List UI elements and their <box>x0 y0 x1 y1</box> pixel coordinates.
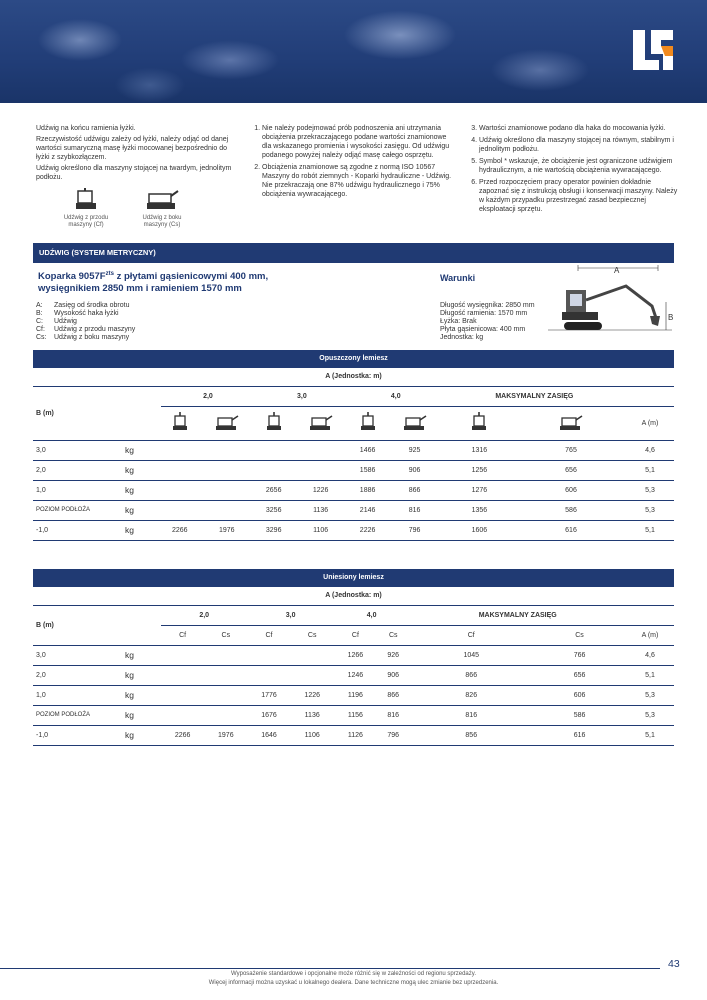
table-cell: 796 <box>386 520 442 540</box>
table-row <box>33 480 674 500</box>
table-cell: 1126 <box>334 725 377 745</box>
table-cell: 5,1 <box>626 460 674 480</box>
table-cell: 1256 <box>443 460 516 480</box>
table-cell: 3,0 <box>33 645 125 665</box>
table-cell <box>199 440 255 460</box>
footer-line: Wyposażenie standardowe i opcjonalne może różnić się w zależności od regionu sprzedaży. <box>231 971 476 977</box>
note-item: 2. Obciążenia znamionowe są zgodne z normą ISO 10567 Maszyny do robót ziemnych - Koparki hydrauliczne - Udźwig. Nie przekraczają one 87% udźwigu hydraulicznego i 75% obciążenia wywracającego. <box>262 163 452 199</box>
table-title: Uniesiony lemiesz <box>33 569 674 587</box>
table-cell: -1,0 <box>33 725 125 745</box>
table-cell: kg <box>125 480 161 500</box>
table-cell <box>161 665 204 685</box>
table-cell: 866 <box>377 685 409 705</box>
table-cell: 1976 <box>204 725 247 745</box>
table-cell: 606 <box>533 685 626 705</box>
table-cell: 826 <box>409 685 533 705</box>
table-cell: 4,6 <box>626 645 674 665</box>
table-cell: 1156 <box>334 705 377 725</box>
reach-group: 2,0 <box>161 386 255 406</box>
table-cell <box>292 460 348 480</box>
table-cell <box>204 645 247 665</box>
table-cell: 1106 <box>291 725 334 745</box>
table-cell: 2,0 <box>33 665 125 685</box>
table-cell: 3256 <box>255 500 293 520</box>
condition-item: Łyżka: Brak <box>440 318 477 325</box>
front-lift-icon <box>172 412 188 432</box>
table-cell: 1136 <box>292 500 348 520</box>
legend-key: B: <box>36 310 43 317</box>
table-cell: 3296 <box>255 520 293 540</box>
table-cell: 1106 <box>292 520 348 540</box>
table-cell: 5,3 <box>626 500 674 520</box>
table-cell <box>291 665 334 685</box>
table-cell: 2146 <box>349 500 387 520</box>
machine-side-label: Udźwig z boku maszyny (Cs) <box>142 215 182 228</box>
machine-front-figure <box>58 188 114 229</box>
table-cell: 2,0 <box>33 460 125 480</box>
table-cell: 1886 <box>349 480 387 500</box>
front-lift-icon <box>471 412 487 432</box>
table-cell: 656 <box>516 460 626 480</box>
table-row <box>33 440 674 460</box>
condition-item: Długość wysięgnika: 2850 mm <box>440 302 535 309</box>
side-lift-icon <box>215 412 239 432</box>
side-lift-icon <box>403 412 427 432</box>
table-cell: kg <box>125 645 161 665</box>
table-cell: 796 <box>377 725 409 745</box>
table-cell: kg <box>125 705 161 725</box>
col-label: Cs <box>204 625 247 645</box>
intro-text: Udźwig na końcu ramienia łyżki. <box>36 125 136 132</box>
col-label: Cs <box>533 625 626 645</box>
intro-column-1 <box>36 124 236 229</box>
conditions-title: Warunki <box>440 273 476 283</box>
table-cell: 606 <box>516 480 626 500</box>
machine-front-label: Udźwig z przodu maszyny (Cf) <box>63 215 109 228</box>
note-item: 4. Udźwig określono dla maszyny stojącej na równym, stabilnym i jednolitym podłożu. <box>479 136 679 154</box>
table-cell: 616 <box>533 725 626 745</box>
table-cell <box>199 480 255 500</box>
footer-divider <box>0 968 660 969</box>
legend-value: Udźwig z przodu maszyny <box>54 326 136 333</box>
table-cell: POZIOM PODŁOŻA <box>33 705 125 725</box>
table-cell: 906 <box>386 460 442 480</box>
table-cell: 1266 <box>334 645 377 665</box>
note-item: 5. Symbol * wskazuje, że obciążenie jest ograniczone udźwigiem hydraulicznym, a nie wartością obciążenia wywracającego. <box>479 157 679 175</box>
table-cell: POZIOM PODŁOŻA <box>33 500 125 520</box>
table-cell: 3,0 <box>33 440 125 460</box>
col-label: Cf <box>161 625 204 645</box>
table-row <box>33 665 674 685</box>
legend-value: Wysokość haka łyżki <box>54 310 119 317</box>
condition-item: Płyta gąsienicowa: 400 mm <box>440 326 526 333</box>
table-cell <box>255 460 293 480</box>
table-cell: 816 <box>409 705 533 725</box>
reach-group: MAKSYMALNY ZASIĘG <box>443 386 626 406</box>
table-cell: 2266 <box>161 520 199 540</box>
table-row <box>33 685 674 705</box>
table-cell: 5,1 <box>626 665 674 685</box>
col-label: A (m) <box>626 625 674 645</box>
excavator-side-icon <box>145 188 179 212</box>
table-cell: 5,3 <box>626 705 674 725</box>
b-axis-label: B (m) <box>33 386 161 440</box>
model-description <box>38 268 418 295</box>
model-spec: z płytami gąsienicowymi 400 mm, <box>113 271 269 283</box>
table-cell <box>204 705 247 725</box>
table-cell: 1226 <box>292 480 348 500</box>
table-cell: 5,1 <box>626 725 674 745</box>
note-item: 1. Nie należy podejmować prób podnoszenia ani utrzymania obciążenia przekraczającego podane wartości znamionowe dla wskazanego promienia i wysokości zasięgu. Od udźwigu podanego powyżej należy odjąć masę całego osprzętu. <box>262 124 452 160</box>
intro-column-3 <box>469 124 679 217</box>
legend-value: Udźwig z boku maszyny <box>54 334 130 341</box>
model-spec-line2: wysięgnikiem 2850 mm i ramieniem 1570 mm <box>38 283 242 295</box>
table-cell: 1676 <box>247 705 290 725</box>
table-cell: 5,3 <box>626 480 674 500</box>
table-cell <box>161 460 199 480</box>
reach-group: 4,0 <box>349 386 443 406</box>
col-label: Cf <box>247 625 290 645</box>
table-title: Opuszczony lemiesz <box>33 350 674 368</box>
table-cell <box>161 500 199 520</box>
table-cell <box>161 705 204 725</box>
table-cell: 1136 <box>291 705 334 725</box>
front-lift-icon <box>360 412 376 432</box>
b-axis-label: B (m) <box>33 605 161 645</box>
table-cell: 1,0 <box>33 480 125 500</box>
table-cell: kg <box>125 460 161 480</box>
table-cell: 2226 <box>349 520 387 540</box>
footer-note <box>0 970 707 988</box>
table-cell: 866 <box>386 480 442 500</box>
header-banner <box>0 0 707 103</box>
brand-logo-icon <box>629 26 677 74</box>
col-label: Cs <box>291 625 334 645</box>
lift-table-blade-down <box>33 350 674 541</box>
col-label: Cf <box>334 625 377 645</box>
table-cell: 5,3 <box>626 685 674 705</box>
table-cell: 656 <box>533 665 626 685</box>
table-cell <box>161 645 204 665</box>
table-row <box>33 705 674 725</box>
legend-key: A: <box>36 302 43 309</box>
table-row <box>33 520 674 540</box>
table-cell: 765 <box>516 440 626 460</box>
table-cell: 1646 <box>247 725 290 745</box>
table-cell: 906 <box>377 665 409 685</box>
table-cell: 1196 <box>334 685 377 705</box>
front-lift-icon <box>266 412 282 432</box>
a-axis-label: A (Jednostka: m) <box>33 368 674 386</box>
table-cell: kg <box>125 520 161 540</box>
table-cell: 4,6 <box>626 440 674 460</box>
table-cell: 1246 <box>334 665 377 685</box>
col-label: Cf <box>409 625 533 645</box>
lift-table-blade-up <box>33 569 674 746</box>
table-cell <box>255 440 293 460</box>
table-cell: 866 <box>409 665 533 685</box>
table-cell: 1316 <box>443 440 516 460</box>
condition-item: Długość ramienia: 1570 mm <box>440 310 528 317</box>
table-cell: kg <box>125 665 161 685</box>
table-cell <box>247 665 290 685</box>
table-cell: 2656 <box>255 480 293 500</box>
table-cell: 766 <box>533 645 626 665</box>
table-cell: 816 <box>386 500 442 520</box>
legend <box>36 302 135 342</box>
reach-column-label: A (m) <box>626 406 674 440</box>
table-row <box>33 460 674 480</box>
table-cell: kg <box>125 500 161 520</box>
excavator-front-icon <box>72 188 100 212</box>
page-number: 43 <box>668 958 680 970</box>
legend-key: C: <box>36 318 43 325</box>
table-cell: 1976 <box>199 520 255 540</box>
reach-group: 3,0 <box>247 605 333 625</box>
table-cell <box>204 665 247 685</box>
table-cell <box>204 685 247 705</box>
reach-group: 2,0 <box>161 605 247 625</box>
table-cell: 1,0 <box>33 685 125 705</box>
machine-side-figure <box>134 188 190 229</box>
table-cell: 1276 <box>443 480 516 500</box>
table-cell: 1586 <box>349 460 387 480</box>
table-cell: 816 <box>377 705 409 725</box>
table-row <box>33 725 674 745</box>
reach-group: 4,0 <box>334 605 410 625</box>
table-cell: 856 <box>409 725 533 745</box>
table-row <box>33 645 674 665</box>
table-cell <box>199 460 255 480</box>
excavator-diagram <box>548 262 672 340</box>
legend-key: Cf: <box>36 326 45 333</box>
table-cell <box>161 685 204 705</box>
intro-text: Rzeczywistość udźwigu zależy od łyżki, należy odjąć od danej wartości sumaryczną masę łyżki mocowanej bezpośrednio do łyżki z szybkozłączem. <box>36 136 229 161</box>
side-lift-icon <box>559 412 583 432</box>
table-cell: 1045 <box>409 645 533 665</box>
table-cell: -1,0 <box>33 520 125 540</box>
table-cell: 2266 <box>161 725 204 745</box>
table-cell: kg <box>125 725 161 745</box>
table-cell: 586 <box>516 500 626 520</box>
table-row <box>33 500 674 520</box>
legend-value: Zasięg od środka obrotu <box>54 302 130 309</box>
table-cell: 616 <box>516 520 626 540</box>
table-cell: kg <box>125 440 161 460</box>
table-cell: 926 <box>377 645 409 665</box>
diagram-label-a: A <box>614 266 620 275</box>
conditions-list <box>440 302 535 342</box>
footer-line: Więcej informacji można uzyskać u lokalnego dealera. Dane techniczne mogą ulec zmianie bez uprzedzenia. <box>208 980 499 986</box>
condition-item: Jednostka: kg <box>440 334 484 341</box>
col-label: Cs <box>377 625 409 645</box>
table-cell: 1226 <box>291 685 334 705</box>
table-cell <box>199 500 255 520</box>
table-cell: 1466 <box>349 440 387 460</box>
table-cell: 586 <box>533 705 626 725</box>
table-cell: 1606 <box>443 520 516 540</box>
table-cell <box>292 440 348 460</box>
model-suffix: zts <box>105 271 114 277</box>
table-cell <box>247 645 290 665</box>
model-name: Koparka 9057F <box>38 271 106 283</box>
table-cell: 1356 <box>443 500 516 520</box>
side-lift-icon <box>309 412 333 432</box>
reach-group: 3,0 <box>255 386 349 406</box>
legend-key: Cs: <box>36 334 47 341</box>
legend-value: Udźwig <box>54 318 77 325</box>
reach-group: MAKSYMALNY ZASIĘG <box>409 605 626 625</box>
note-item: 6. Przed rozpoczęciem pracy operator powinien dokładnie zapoznać się z instrukcją obsługi i konserwacji maszyny. Należy w każdym przypadku przestrzegać zasad bezpiecznej eksploatacji sprzętu. <box>479 178 679 214</box>
table-cell <box>161 480 199 500</box>
table-cell: 1776 <box>247 685 290 705</box>
note-item: 3. Wartości znamionowe podano dla haka do mocowania łyżki. <box>479 124 679 133</box>
table-cell <box>161 440 199 460</box>
section-title: UDŹWIG (SYSTEM METRYCZNY) <box>33 243 674 263</box>
diagram-label-b: B <box>668 313 674 322</box>
intro-column-2 <box>252 124 452 202</box>
table-cell: kg <box>125 685 161 705</box>
table-cell: 925 <box>386 440 442 460</box>
a-axis-label: A (Jednostka: m) <box>33 587 674 605</box>
intro-text: Udźwig określono dla maszyny stojącej na twardym, jednolitym podłożu. <box>36 165 232 181</box>
table-cell <box>291 645 334 665</box>
table-cell: 5,1 <box>626 520 674 540</box>
